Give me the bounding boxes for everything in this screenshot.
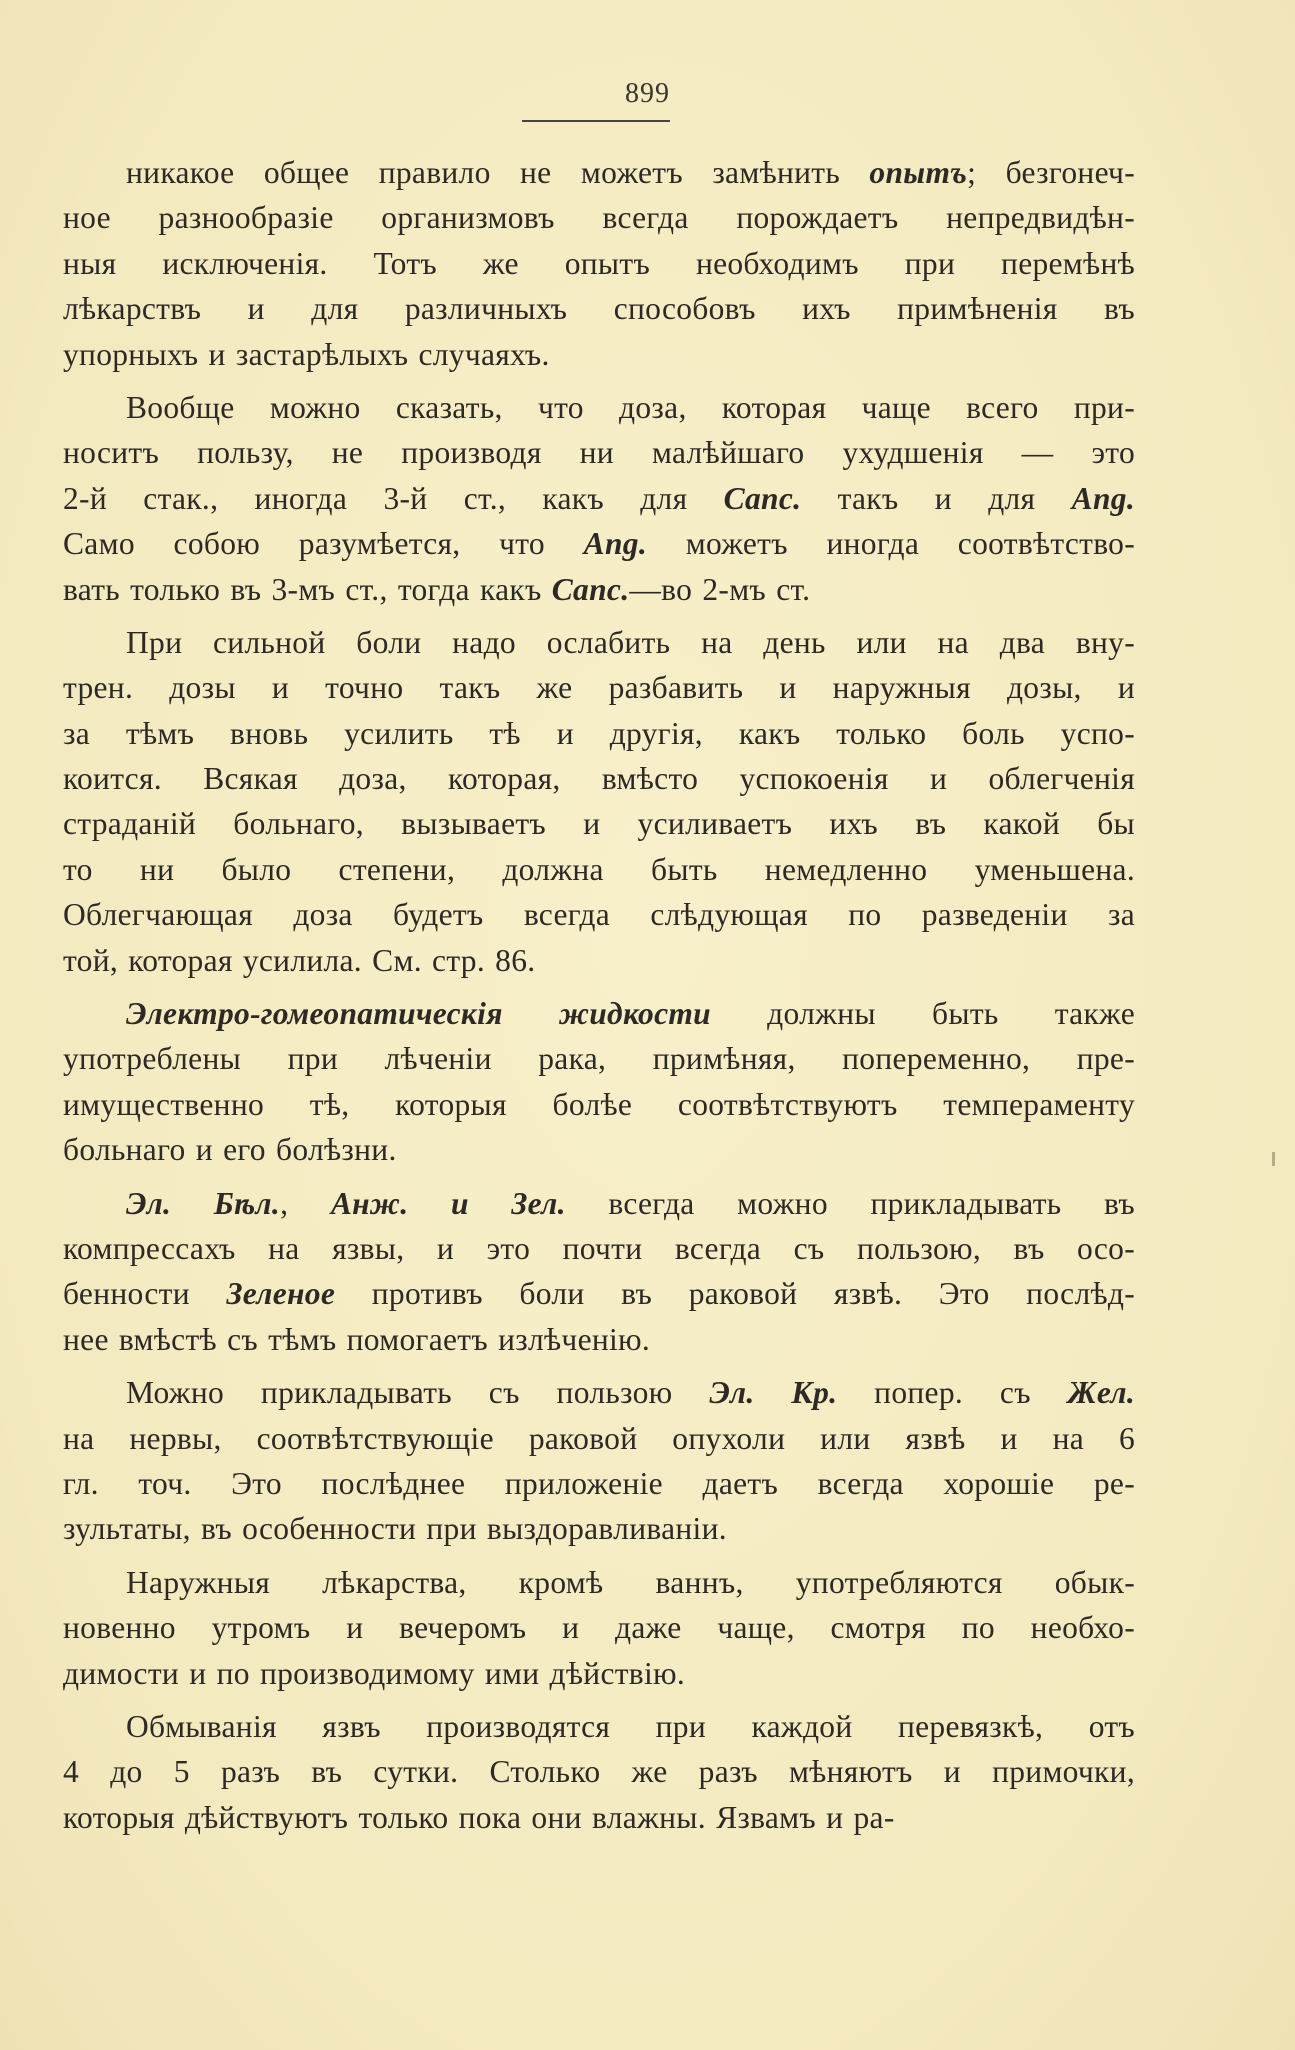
body-text (63, 150, 1135, 1840)
text-line: которыя дѣйствуютъ только пока они влажны. Язвамъ и ра- (63, 1799, 895, 1835)
italic-term: Электро-гомеопатическія жидкости (126, 996, 711, 1032)
margin-mark (1272, 1152, 1275, 1166)
text-line: Наружныя лѣкарства, кромѣ ваннъ, употребляются обык- (126, 1564, 1135, 1600)
italic-term: Ang. (583, 526, 648, 562)
paragraph (63, 1704, 1135, 1840)
text-line: носитъ пользу, не производя ни малѣйшаго ухудшенія — это (63, 435, 1135, 471)
italic-term: Зеленое (226, 1276, 336, 1312)
paragraph (63, 150, 1135, 377)
italic-term: Эл. Бѣл. (126, 1185, 281, 1221)
italic-term: Canc. (551, 571, 630, 607)
text-line: нее вмѣстѣ съ тѣмъ помогаетъ излѣченію. (63, 1321, 651, 1357)
italic-term: Жел. (1067, 1375, 1135, 1411)
paragraph (63, 620, 1135, 983)
text-line: новенно утромъ и вечеромъ и даже чаще, смотря по необхо- (63, 1610, 1135, 1646)
paragraph (63, 385, 1135, 612)
text-line: то ни было степени, должна быть немедленно уменьшена. (63, 851, 1135, 887)
text-line: гл. точ. Это послѣднее приложеніе даетъ всегда хорошіе ре- (63, 1465, 1135, 1501)
italic-term: Эл. Кр. (709, 1375, 838, 1411)
text-line: вать только въ 3-мъ ст., тогда какъ Canc.—во 2-мъ ст. (63, 571, 811, 607)
text-line: Вообще можно сказать, что доза, которая чаще всего при- (126, 389, 1135, 425)
text-line: на нервы, соотвѣтствующіе раковой опухоли или язвѣ и на 6 (63, 1420, 1135, 1456)
text-line: упорныхъ и застарѣлыхъ случаяхъ. (63, 336, 550, 372)
text-line: компрессахъ на язвы, и это почти всегда съ пользою, въ осо- (63, 1230, 1135, 1266)
text-line: Само собою разумѣется, что Ang. можетъ иногда соотвѣтство- (63, 526, 1136, 562)
text-line: имущественно тѣ, которыя болѣе соотвѣтствуютъ темпераменту (63, 1086, 1135, 1122)
text-line: лѣкарствъ и для различныхъ способовъ ихъ примѣненія въ (63, 291, 1135, 327)
text-line: за тѣмъ вновь усилить тѣ и другія, какъ только боль успо- (63, 715, 1135, 751)
text-line: 4 до 5 разъ въ сутки. Столько же разъ мѣняютъ и примочки, (63, 1754, 1135, 1790)
text-line: Можно прикладывать съ пользою Эл. Кр. попер. съ Жел. (126, 1375, 1135, 1411)
italic-term: Ang. (1071, 480, 1135, 516)
text-line: употреблены при лѣченіи рака, примѣняя, попеременно, пре- (63, 1041, 1135, 1077)
text-line: Эл. Бѣл., Анж. и Зел. всегда можно прикладывать въ (126, 1185, 1136, 1221)
text-line: той, которая усилила. См. стр. 86. (63, 942, 536, 978)
text-line: больнаго и его болѣзни. (63, 1132, 397, 1168)
paragraph (63, 1181, 1135, 1363)
text-line: 2-й стак., иногда 3-й ст., какъ для Canc. такъ и для Ang. (63, 480, 1135, 516)
text-line: трен. дозы и точно такъ же разбавить и наружныя дозы, и (63, 670, 1135, 706)
text-line: ное разнообразіе организмовъ всегда порождаетъ непредвидѣн- (63, 200, 1135, 236)
italic-term: опытъ (869, 155, 968, 190)
text-line: При сильной боли надо ослабить на день или на два вну- (126, 624, 1135, 660)
paragraph (63, 991, 1135, 1173)
text-line: димости и по производимому ими дѣйствію. (63, 1655, 686, 1691)
text-line: Облегчающая доза будетъ всегда слѣдующая по разведеніи за (63, 897, 1135, 933)
text-line: бенности Зеленое противъ боли въ раковой язвѣ. Это послѣд- (63, 1276, 1135, 1312)
paragraph (63, 1370, 1135, 1552)
paragraph (63, 1560, 1135, 1696)
text-line: никакое общее правило не можетъ замѣнить опытъ; безгонеч- (126, 155, 1135, 190)
text-line: Обмыванія язвъ производятся при каждой перевязкѣ, отъ (126, 1708, 1135, 1744)
italic-term: Анж. и Зел. (330, 1185, 566, 1221)
text-line: коится. Всякая доза, которая, вмѣсто успокоенія и облегченія (63, 761, 1135, 797)
text-line: страданій больнаго, вызываетъ и усиливаетъ ихъ въ какой бы (63, 806, 1135, 842)
text-line: Электро-гомеопатическія жидкости должны быть также (126, 996, 1135, 1032)
italic-term: Canc. (723, 480, 802, 516)
text-line: зультаты, въ особенности при выздоравливаніи. (63, 1511, 727, 1547)
header-rule (522, 120, 670, 122)
page-number: 899 (625, 78, 670, 109)
text-line: ныя исключенія. Тотъ же опытъ необходимъ при перемѣнѣ (63, 245, 1135, 281)
